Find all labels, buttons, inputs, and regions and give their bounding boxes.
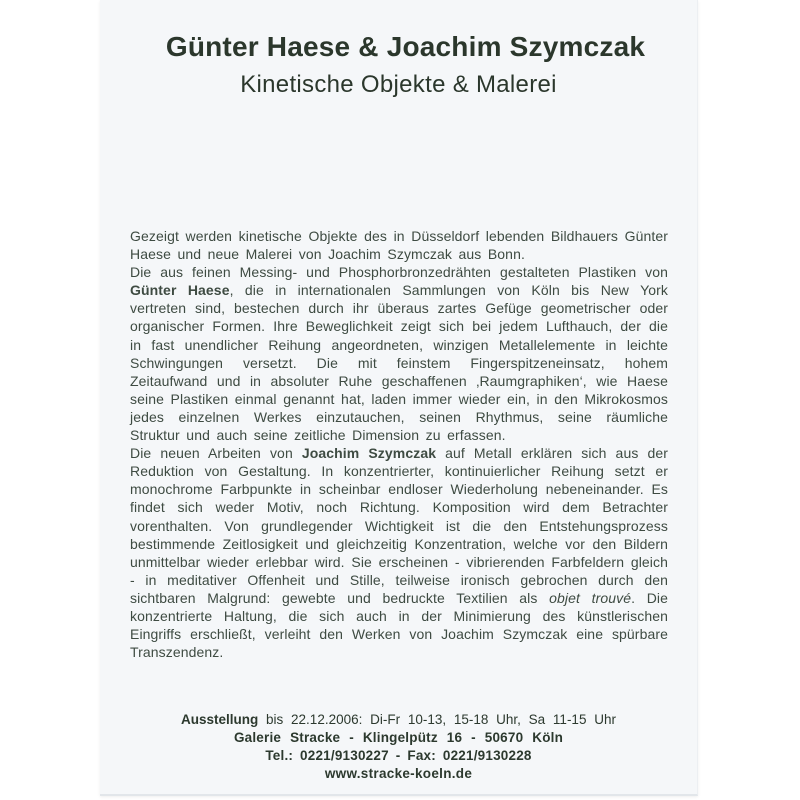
exhibition-hours: bis 22.12.2006: Di-Fr 10-13, 15-18 Uhr, Sa 11-15 Uhr: [258, 712, 616, 727]
gallery-address-line: Galerie Stracke - Klingelpütz 16 - 50670 Köln: [233, 730, 564, 745]
szymczak-text-lead: Die neuen Arbeiten von: [130, 445, 302, 462]
gallery-info-block: [100, 711, 697, 783]
objet-trouve-term: objet trouvé: [549, 589, 632, 606]
exhibition-label: Ausstellung: [181, 712, 259, 727]
invitation-card: [100, 0, 698, 796]
szymczak-artist-name: Joachim Szymczak: [301, 445, 437, 462]
haese-text-rest: , die in internationalen Sammlungen von Köln bis New York vertreten sind, bestechen durch ihr überaus zartes Gefüge geometrischer oder organischer Formen. Ihre Beweglichkeit zeigt sich bei jedem Lufthauch, der die in fast unendlicher Reihung angeordneten, winzigen Metallelemente in leichte Schwingungen versetzt. Die mit feinstem Fingerspitzeneinsatz, hohem Zeitaufwand und in absoluter Ruhe geschaffenen ‚Raumgraphiken‘, wie Haese seine Plastiken einmal genannt hat, laden immer wieder ein, in den Mikrokosmos jedes einzelnen Werkes einzutauchen, seinen Rhythmus, seine räumliche Struktur und auch seine zeitliche Dimension zu erfassen.: [130, 282, 668, 444]
exhibition-dates-line: [100, 711, 697, 729]
paragraph-haese: [130, 263, 668, 444]
szymczak-text-mid: auf Metall erklären sich aus der Reduktion von Gestaltung. In konzentrierter, kontinuierlicher Reihung setzt er monochrome Farbpunkte in scheinbar endloser Wiederholung nebeneinander. Es findet sich weder Motiv, noch Richtung. Komposition wird dem Betrachter vorenthalten. Von grundlegender Wichtigkeit ist die den Entstehungsprozess bestimmende Zeitlosigkeit und gleichzeitig Konzentration, welche vor den Bildern unmittelbar wieder erlebbar wird. Sie erscheinen - vibrierenden Farbfeldern gleich - in meditativer Offenheit und Stille, teilweise ironisch gebrochen durch den sichtbaren Malgrund: gewebte und bedruckte Textilien als: [130, 445, 668, 606]
gallery-website-line: www.stracke-koeln.de: [324, 766, 473, 781]
exhibition-subtitle: Kinetische Objekte & Malerei: [240, 71, 557, 98]
header-block: [100, 30, 697, 100]
haese-artist-name: Günter Haese: [130, 282, 230, 299]
szymczak-text-rest: . Die konzentrierte Haltung, die sich auch in der Minimierung des künstlerischen Eingriffs erschließt, verleiht den Werken von Joachim Szymczak eine spürbare Transzendenz.: [130, 589, 668, 661]
paragraph-szymczak: [130, 444, 668, 661]
haese-text-lead: Die aus feinen Messing- und Phosphorbronzedrähten gestalteten Plastiken von: [130, 264, 668, 281]
paragraph-intro: [130, 227, 668, 263]
exhibition-artists-title: Günter Haese & Joachim Szymczak: [165, 31, 646, 62]
exhibition-description: [130, 227, 668, 661]
gallery-phone-fax-line: Tel.: 0221/9130227 - Fax: 0221/9130228: [265, 748, 532, 763]
intro-text: Gezeigt werden kinetische Objekte des in Düsseldorf lebenden Bildhauers Günter Haese und neue Malerei von Joachim Szymczak aus Bonn.: [130, 228, 668, 263]
